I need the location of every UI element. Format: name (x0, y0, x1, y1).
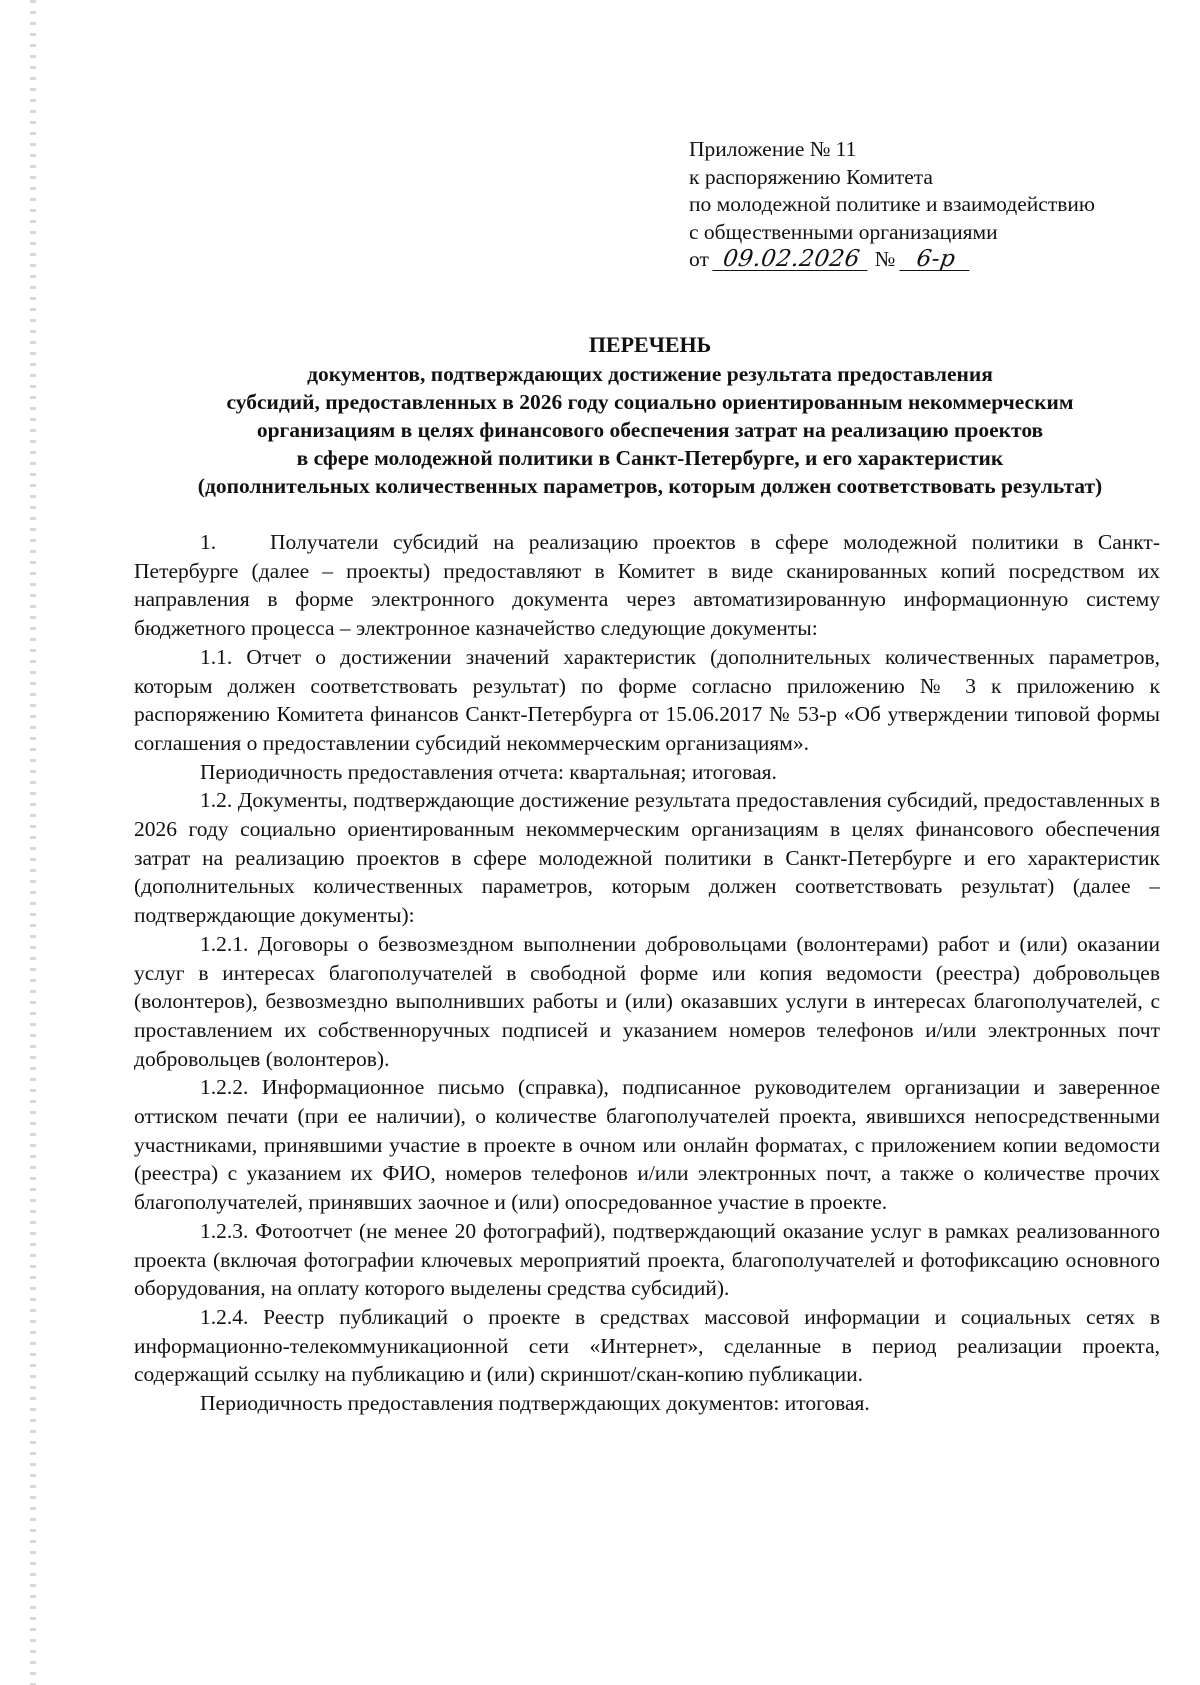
appendix-date-number-line (689, 246, 1169, 274)
appendix-line: с общественными организациями (689, 219, 998, 244)
paragraph-1-2: 1.2. Документы, подтверждающие достижение результата предоставления субсидий, предоставленных в 2026 году социально ориентированным некоммерческим организациям в целях финансового обеспечения затрат на реализацию проектов в сфере молодежной политики в Санкт-Петербурге и его характеристик (дополнительных количественных параметров, которым должен соответствовать результат) (далее – подтверждающие документы): (134, 788, 1160, 928)
paragraph-text: Получатели субсидий на реализацию проектов в сфере молодежной политики в Санкт-Петербурге (далее – проекты) предоставляют в Комитет в виде сканированных копий посредством их направления в форме электронного документа через автоматизированную информационную систему бюджетного процесса – электронное казначейство следующие документы: (134, 530, 1160, 641)
appendix-line: по молодежной политике и взаимодействию (689, 192, 1095, 216)
from-label: от (689, 247, 709, 271)
heading-line: (дополнительных количественных параметров, которым должен соответствовать результат) (197, 474, 1103, 498)
heading-line: субсидий, предоставленных в 2026 году социально ориентированным некоммерческим (226, 390, 1074, 414)
scan-binding-marks (30, 0, 36, 1685)
appendix-block (689, 136, 1169, 274)
paragraph-1-1-periodicity: Периодичность предоставления отчета: квартальная; итоговая. (200, 759, 777, 784)
appendix-line: Приложение № 11 (689, 137, 857, 161)
paragraph-1-2-3: 1.2.3. Фотоотчет (не менее 20 фотографий), подтверждающий оказание услуг в рамках реализованного проекта (включая фотографии ключевых мероприятий проекта, благополучателей и фотофиксацию основного оборудования, на оплату которого выделены средства субсидий). (134, 1218, 1160, 1301)
document-body (134, 528, 1160, 1418)
paragraph-1-2-2: 1.2.2. Информационное письмо (справка), подписанное руководителем организации и заверенное оттиском печати (при ее наличии), о количестве благополучателей проекта, явившихся непосредственными участниками, принявшими участие в проекте в очном или онлайн форматах, с приложением копии ведомости (реестра) с указанием их ФИО, номеров телефонов и/или электронных почт, а также о количестве прочих благополучателей, принявших заочное и (или) опосредованное участие в проекте. (134, 1075, 1160, 1215)
appendix-line: к распоряжению Комитета (689, 164, 933, 189)
document-title: ПЕРЕЧЕНЬ (588, 332, 712, 357)
document-heading (140, 331, 1160, 500)
number-label: № (874, 247, 896, 271)
heading-line: документов, подтверждающих достижение результата предоставления (307, 362, 993, 386)
handwritten-date: 09.02.2026 (713, 248, 871, 271)
paragraph-1-2-4: 1.2.4. Реестр публикаций о проекте в средствах массовой информации и социальных сетях в информационно-телекоммуникационной сети «Интернет», сделанные в период реализации проекта, содержащий ссылку на публикацию и (или) скриншот/скан-копию публикации. (134, 1304, 1160, 1387)
paragraph-1-1: 1.1. Отчет о достижении значений характеристик (дополнительных количественных параметров, которым должен соответствовать результат) по форме согласно приложению № 3 к приложению к распоряжению Комитета финансов Санкт-Петербурга от 15.06.2017 № 53-р «Об утверждении типовой формы соглашения о предоставлении субсидий некоммерческим организациям». (134, 644, 1160, 755)
heading-line: организациям в целях финансового обеспечения затрат на реализацию проектов (256, 418, 1044, 442)
paragraph-number: 1. (200, 530, 217, 554)
paragraph-final-periodicity: Периодичность предоставления подтверждающих документов: итоговая. (200, 1391, 870, 1416)
handwritten-number: 6-р (899, 248, 972, 271)
heading-line: в сфере молодежной политики в Санкт-Петербурге, и его характеристик (296, 446, 1004, 470)
paragraph-1-2-1: 1.2.1. Договоры о безвозмездном выполнении добровольцами (волонтерами) работ и (или) оказании услуг в интересах благополучателей в свободной форме или копия ведомости (реестра) добровольцев (волонтеров), безвозмездно выполнивших работы и (или) оказавших услуги в интересах благополучателей, с проставлением их собственноручных подписей и указанием номеров телефонов и/или электронных почт добровольцев (волонтеров). (134, 931, 1160, 1071)
paragraph-1 (134, 528, 1160, 643)
